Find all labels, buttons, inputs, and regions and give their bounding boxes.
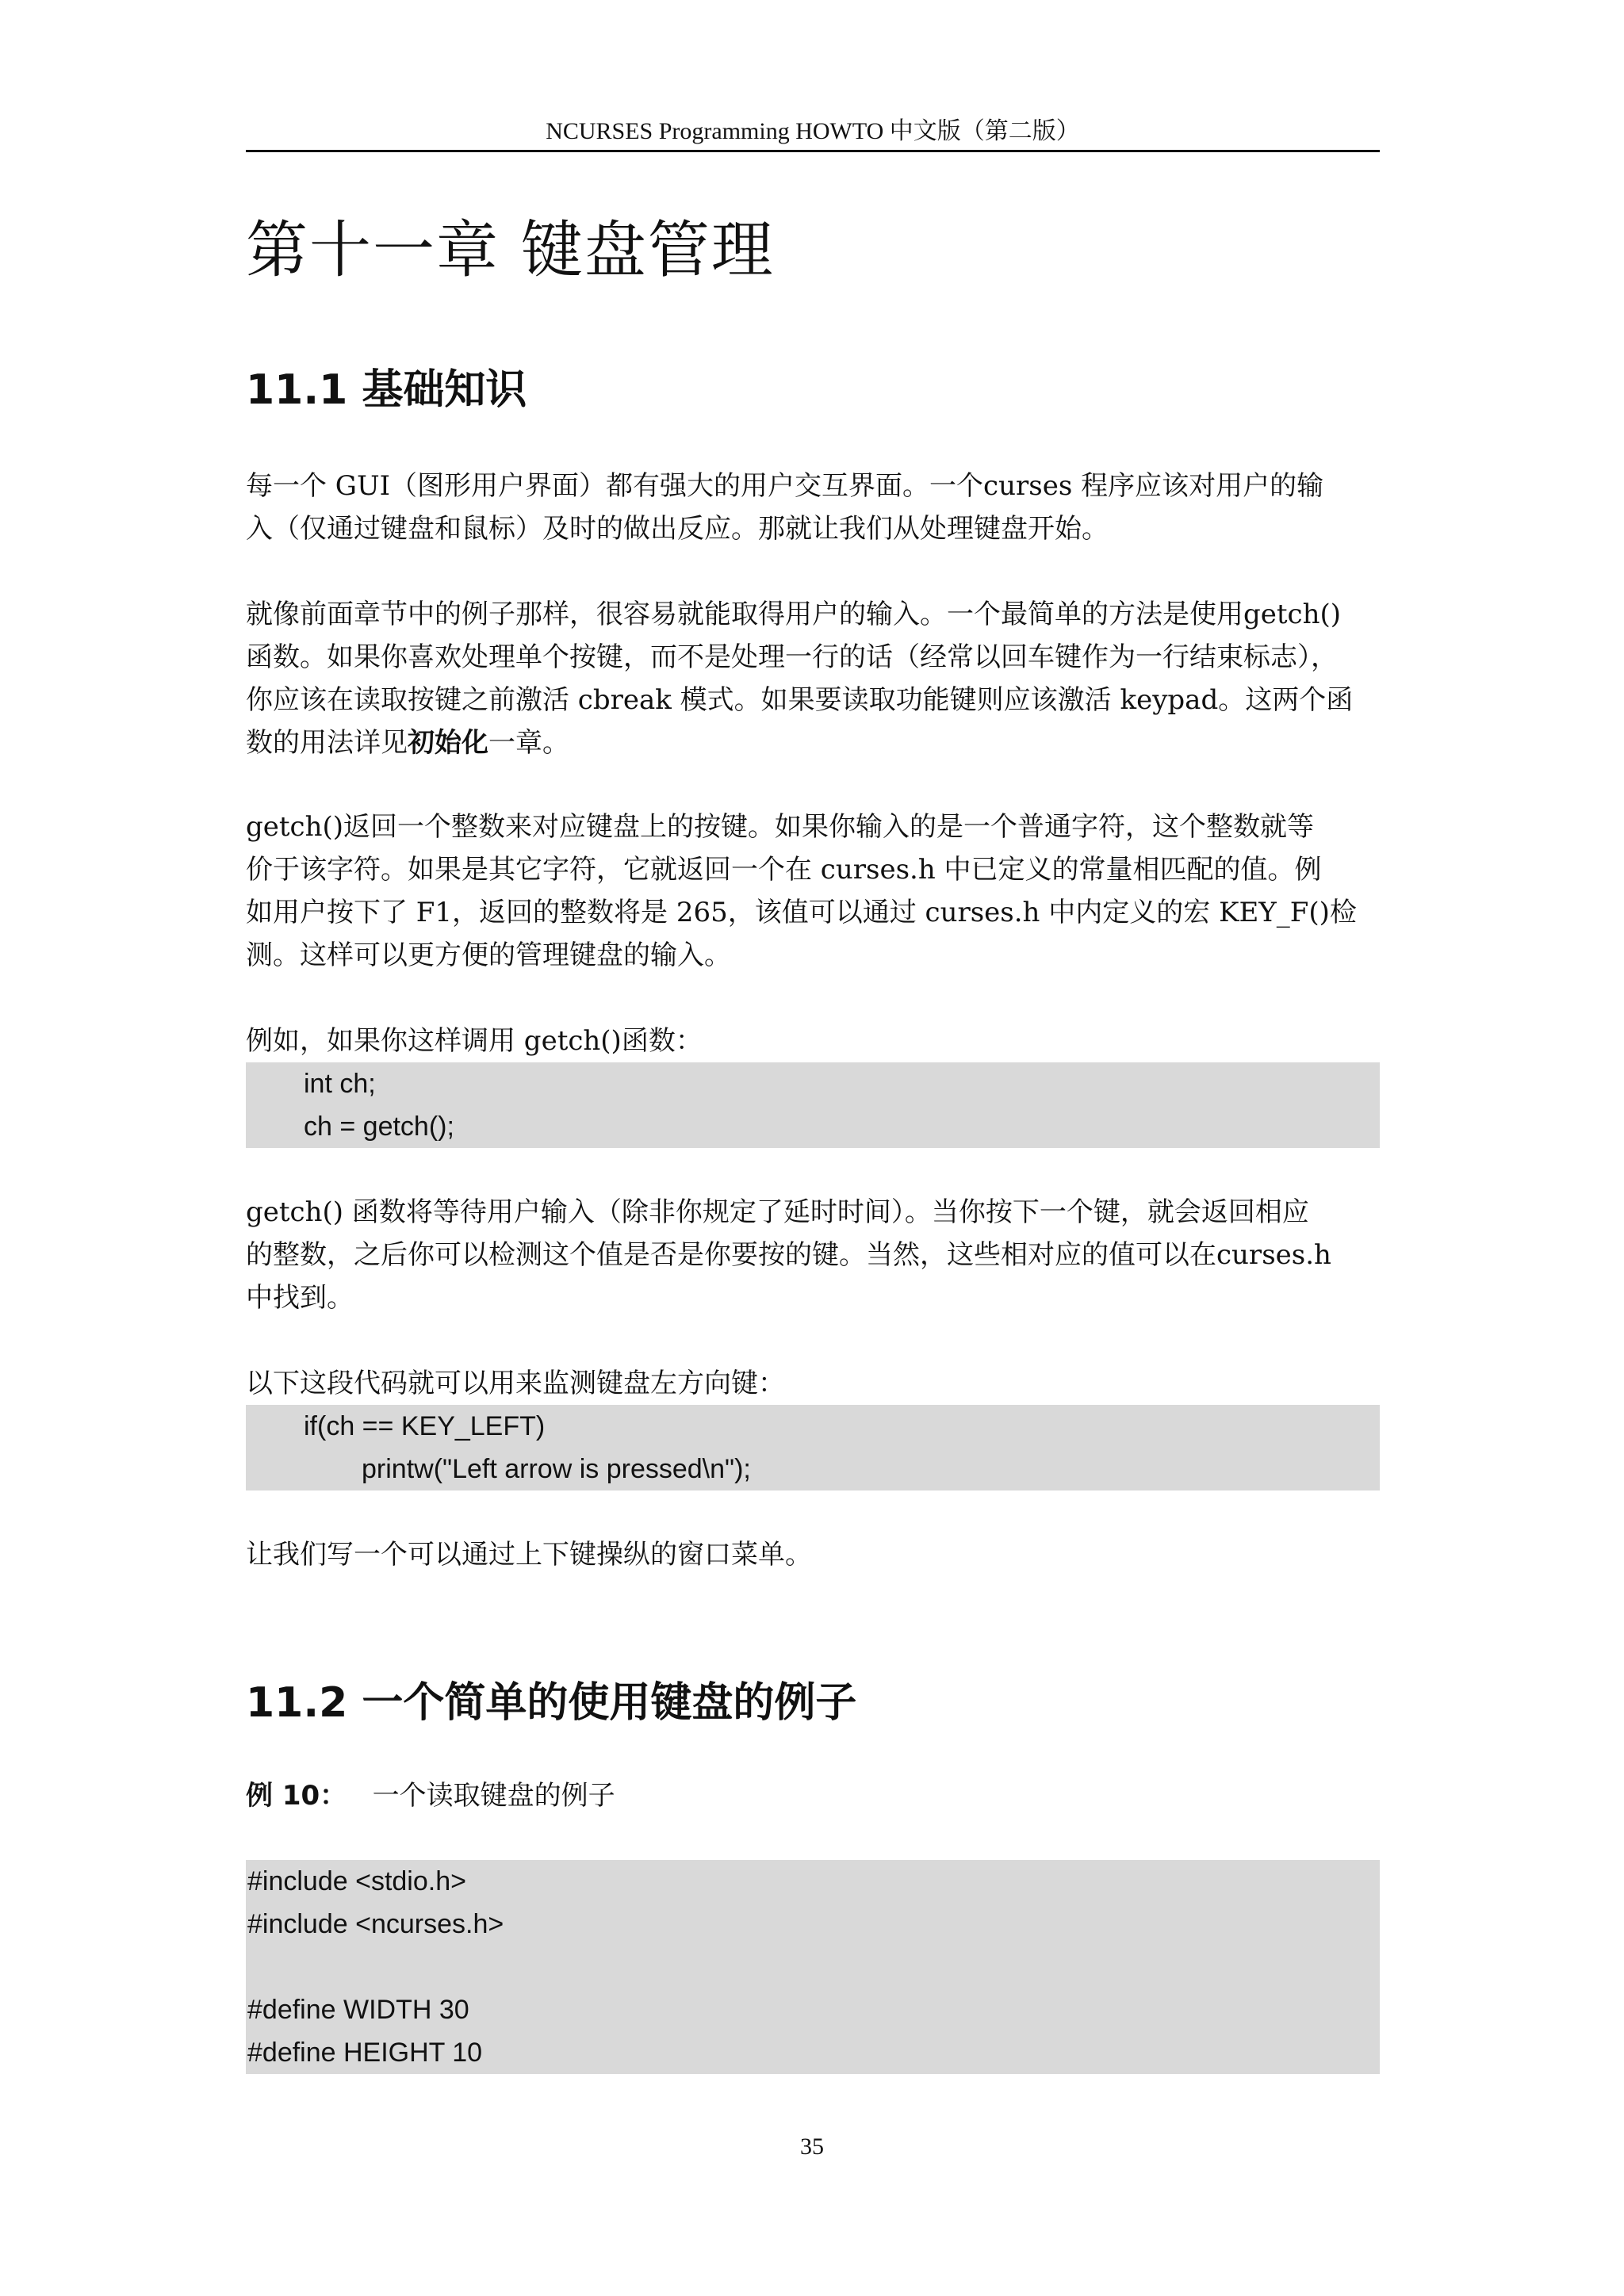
code-line: printw("Left arrow is pressed\n");	[362, 1454, 751, 1484]
text-run: 数的用法详见	[246, 727, 408, 759]
init-chapter-link-text: 初始化	[408, 727, 488, 759]
code-line: if(ch == KEY_LEFT)	[304, 1411, 546, 1441]
code-line: #define HEIGHT 10	[247, 2038, 483, 2068]
paragraph-getch-wait	[246, 1191, 1380, 1319]
paragraph-getch-intro	[246, 593, 1380, 764]
example-label: 例 10：	[246, 1780, 347, 1812]
paragraph-line: getch() 函数将等待用户输入（除非你规定了延时时间）。当你按下一个键，就会返回相应	[246, 1196, 1309, 1228]
section-title-11-1: 11.1 基础知识	[246, 366, 527, 414]
paragraph-line: 如用户按下了 F1，返回的整数将是 265，该值可以通过 curses.h 中内定义的宏 KEY_F()检	[246, 897, 1357, 928]
paragraph-left-arrow: 以下这段代码就可以用来监测键盘左方向键：	[246, 1368, 785, 1399]
text-run: 一章。	[488, 727, 569, 759]
paragraph-line: 你应该在读取按键之前激活 cbreak 模式。如果要读取功能键则应该激活 keypad。这两个函	[246, 684, 1354, 716]
code-line: #define WIDTH 30	[247, 1995, 469, 2025]
paragraph-line: 函数。如果你喜欢处理单个按键，而不是处理一行的话（经常以回车键作为一行结束标志），	[246, 641, 1338, 673]
code-line	[246, 1946, 1380, 1988]
code-block-getch	[246, 1062, 1380, 1148]
code-line: ch = getch();	[304, 1112, 454, 1142]
section-title-11-2: 11.2 一个简单的使用键盘的例子	[246, 1679, 857, 1727]
paragraph-getch-return	[246, 806, 1380, 977]
paragraph-menu-intro: 让我们写一个可以通过上下键操纵的窗口菜单。	[246, 1539, 812, 1571]
chapter-title: 第十一章 键盘管理	[246, 215, 775, 286]
paragraph-line: 就像前面章节中的例子那样，很容易就能取得用户的输入。一个最简单的方法是使用getch()	[246, 599, 1342, 630]
paragraph-line: 的整数，之后你可以检测这个值是否是你要按的键。当然，这些相对应的值可以在curses.h	[246, 1239, 1331, 1271]
code-block-key-left	[246, 1405, 1380, 1490]
paragraph-line	[246, 721, 1380, 764]
paragraph-line: 每一个 GUI（图形用户界面）都有强大的用户交互界面。一个curses 程序应该对用户的输	[246, 470, 1324, 502]
code-line: int ch;	[304, 1069, 376, 1099]
paragraph-example-call: 例如，如果你这样调用 getch()函数：	[246, 1025, 703, 1057]
page-number: 35	[800, 2133, 824, 2160]
paragraph-line: getch()返回一个整数来对应键盘上的按键。如果你输入的是一个普通字符，这个整数就等	[246, 811, 1315, 843]
example-caption	[246, 1774, 615, 1817]
code-line: #include <stdio.h>	[247, 1866, 466, 1896]
header-rule	[246, 150, 1380, 152]
running-header: NCURSES Programming HOWTO 中文版（第二版）	[546, 118, 1080, 144]
paragraph-line: 价于该字符。如果是其它字符，它就返回一个在 curses.h 中已定义的常量相匹配的值。例	[246, 854, 1322, 886]
code-block-example-10	[246, 1860, 1380, 2074]
paragraph-line: 中找到。	[246, 1282, 354, 1314]
example-title: 一个读取键盘的例子	[372, 1780, 615, 1812]
code-line: #include <ncurses.h>	[247, 1909, 504, 1939]
paragraph-gui-intro	[246, 465, 1380, 550]
paragraph-line: 测。这样可以更方便的管理键盘的输入。	[246, 939, 731, 971]
paragraph-line: 入（仅通过键盘和鼠标）及时的做出反应。那就让我们从处理键盘开始。	[246, 513, 1109, 545]
